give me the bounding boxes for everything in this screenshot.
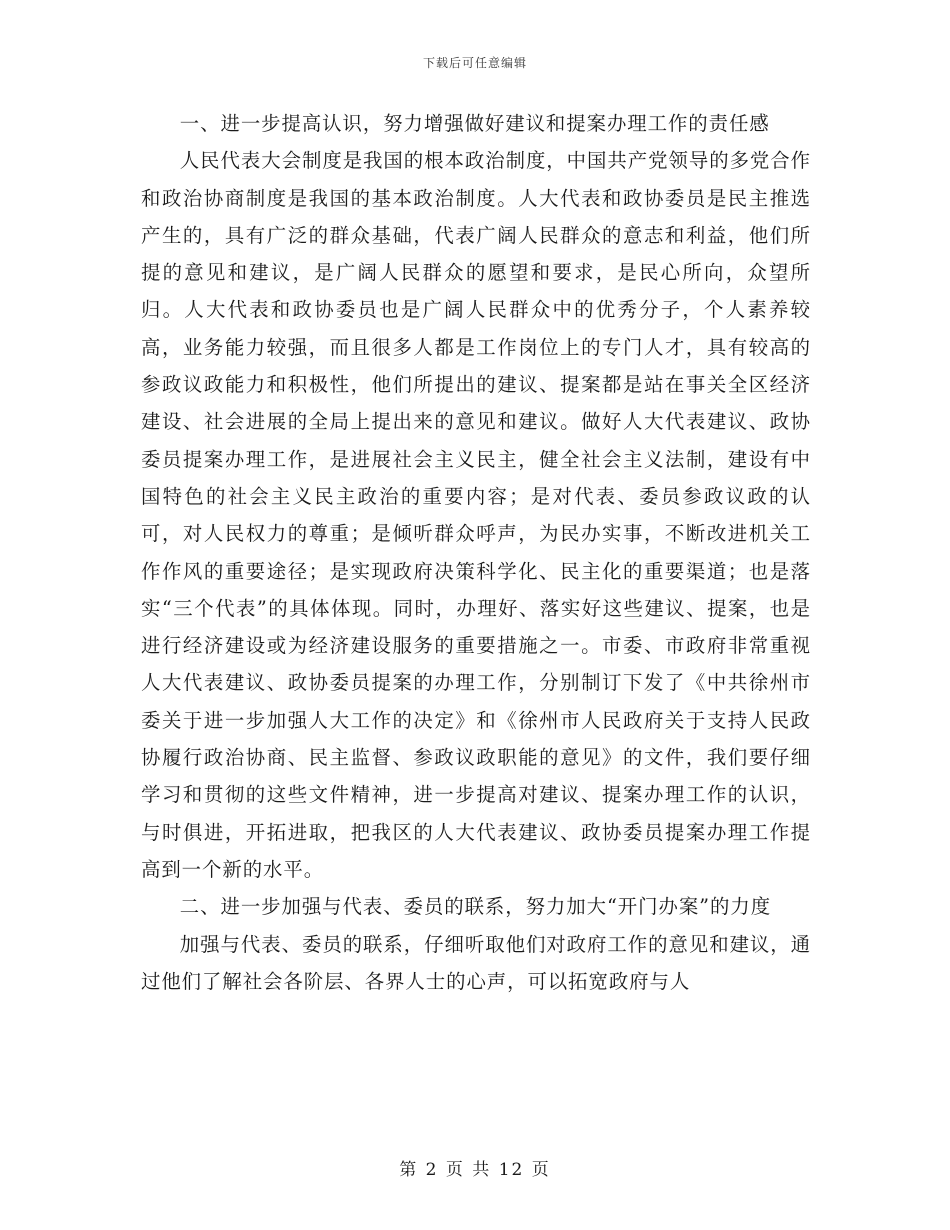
document-body: [141, 105, 811, 1000]
section-heading-2: 二、进一步加强与代表、委员的联系，努力加大“开门办案”的力度: [179, 895, 772, 919]
page-header: 下载后可任意编辑: [422, 56, 527, 70]
page-number-footer: 第 2 页 共 12 页: [399, 1160, 551, 1180]
section-heading-1: 一、进一步提高认识，努力增强做好建议和提案办理工作的责任感: [179, 112, 770, 135]
body-paragraph-1: 人民代表大会制度是我国的根本政治制度，中国共产党领导的多党合作和政治协商制度是我国的基本政治制度。人大代表和政协委员是民主推选产生的，具有广泛的群众基础，代表广阔人民群众的意志和利益，他们所提的意见和建议，是广阔人民群众的愿望和要求，是民心所向，众望所归。人大代表和政协委员也是广阔人民群众中的优秀分子，个人素养较高，业务能力较强，而且很多人都是工作岗位上的专门人才，具有较高的参政议政能力和积极性，他们所提出的建议、提案都是站在事关全区经济建设、社会进展的全局上提出来的意见和建议。做好人大代表建议、政协委员提案办理工作，是进展社会主义民主，健全社会主义法制，建设有中国特色的社会主义民主政治的重要内容；是对代表、委员参政议政的认可，对人民权力的尊重；是倾听群众呼声，为民办实事，不断改进机关工作作风的重要途径；是实现政府决策科学化、民主化的重要渠道；也是落实“三个代表”的具体体现。同时，办理好、落实好这些建议、提案，也是进行经济建设或为经济建设服务的重要措施之一。市委、市政府非常重视人大代表建议、政协委员提案的办理工作，分别制订下发了《中共徐州市委关于进一步加强人大工作的决定》和《徐州市人民政府关于支持人民政协履行政治协商、民主监督、参政议政职能的意见》的文件，我们要仔细学习和贯彻的这些文件精神，进一步提高对建议、提案办理工作的认识，与时俱进，开拓进取，把我区的人大代表建议、政协委员提案办理工作提高到一个新的水平。: [141, 149, 811, 881]
body-paragraph-2: 加强与代表、委员的联系，仔细听取他们对政府工作的意见和建议，通过他们了解社会各阶层、各界人士的心声，可以拓宽政府与人: [141, 932, 811, 993]
